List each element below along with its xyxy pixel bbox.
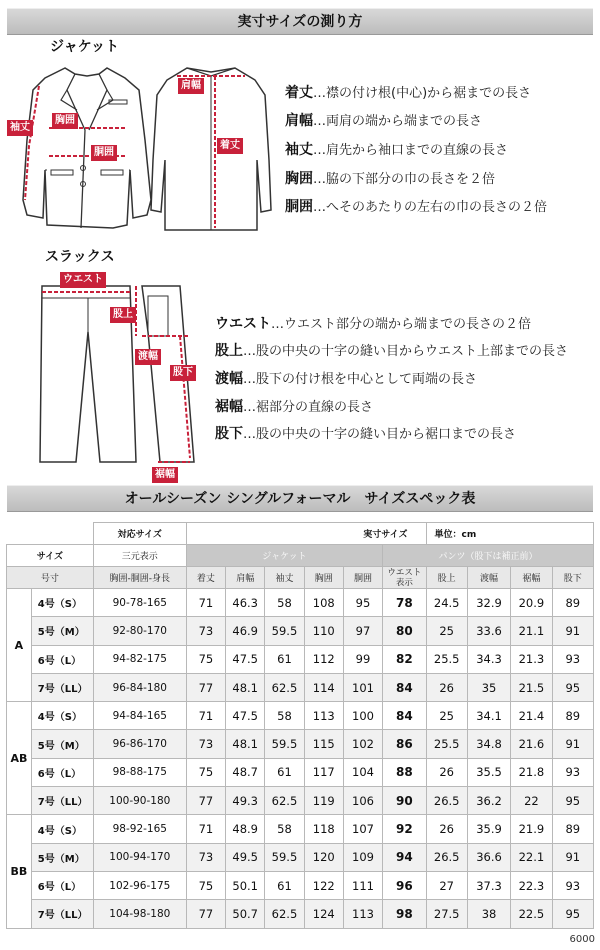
value-cell: 115 <box>304 730 343 758</box>
value-cell: 75 <box>186 645 225 673</box>
value-cell: 59.5 <box>265 843 304 871</box>
value-cell: 48.1 <box>226 673 265 701</box>
value-cell: 71 <box>186 702 225 730</box>
value-cell: 48.9 <box>226 815 265 843</box>
header-bodies: 胸囲-胴囲-身長 <box>93 567 186 589</box>
value-cell: 34.8 <box>467 730 510 758</box>
body-size-cell: 96-84-180 <box>93 673 186 701</box>
value-cell: 88 <box>383 758 426 786</box>
value-cell: 27.5 <box>426 900 467 928</box>
value-cell: 62.5 <box>265 673 304 701</box>
jacket-desc-1: 肩幅…両肩の端から端までの長さ <box>285 113 483 129</box>
value-cell: 25 <box>426 617 467 645</box>
value-cell: 25 <box>426 702 467 730</box>
value-cell: 26 <box>426 673 467 701</box>
value-cell: 114 <box>304 673 343 701</box>
value-cell: 110 <box>304 617 343 645</box>
value-cell: 75 <box>186 758 225 786</box>
value-cell: 21.8 <box>511 758 552 786</box>
slacks-desc-0: ウエスト…ウエスト部分の端から端までの長さの２倍 <box>215 316 532 332</box>
value-cell: 71 <box>186 815 225 843</box>
jacket-desc-0: 着丈…襟の付け根(中心)から裾までの長さ <box>285 85 532 101</box>
value-cell: 119 <box>304 787 343 815</box>
value-cell: 35.9 <box>467 815 510 843</box>
waist-slacks-tag: ウエスト <box>60 272 106 288</box>
value-cell: 120 <box>304 843 343 871</box>
table-row <box>7 702 594 730</box>
table-row <box>7 645 594 673</box>
value-cell: 27 <box>426 871 467 899</box>
value-cell: 26 <box>426 815 467 843</box>
value-cell: 62.5 <box>265 787 304 815</box>
value-cell: 38 <box>467 900 510 928</box>
value-cell: 22.3 <box>511 871 552 899</box>
value-cell: 96 <box>383 871 426 899</box>
value-cell: 50.1 <box>226 871 265 899</box>
value-cell: 90 <box>383 787 426 815</box>
size-cell: 6号（L） <box>31 871 93 899</box>
value-cell: 33.6 <box>467 617 510 645</box>
value-cell: 117 <box>304 758 343 786</box>
value-cell: 21.4 <box>511 702 552 730</box>
body-size-cell: 94-84-165 <box>93 702 186 730</box>
value-cell: 22 <box>511 787 552 815</box>
value-cell: 124 <box>304 900 343 928</box>
value-cell: 107 <box>343 815 382 843</box>
value-cell: 59.5 <box>265 730 304 758</box>
col-header: 裾幅 <box>511 567 552 589</box>
col-header: 肩幅 <box>226 567 265 589</box>
value-cell: 91 <box>552 843 593 871</box>
slacks-desc-4: 股下…股の中央の十字の縫い目から裾口までの長さ <box>215 426 517 442</box>
value-cell: 20.9 <box>511 589 552 617</box>
size-cell: 6号（L） <box>31 758 93 786</box>
value-cell: 58 <box>265 815 304 843</box>
value-cell: 93 <box>552 871 593 899</box>
col-header: ウエスト表示 <box>383 567 426 589</box>
value-cell: 106 <box>343 787 382 815</box>
value-cell: 22.1 <box>511 843 552 871</box>
value-cell: 78 <box>383 589 426 617</box>
value-cell: 104 <box>343 758 382 786</box>
size-cell: 5号（M） <box>31 617 93 645</box>
jacket-desc-4: 胴囲…へそのあたりの左右の巾の長さの２倍 <box>285 199 548 215</box>
value-cell: 61 <box>265 871 304 899</box>
value-cell: 101 <box>343 673 382 701</box>
value-cell: 26.5 <box>426 843 467 871</box>
thigh-tag: 渡幅 <box>135 349 161 365</box>
header-gou: 号寸 <box>7 567 94 589</box>
value-cell: 49.3 <box>226 787 265 815</box>
table-row <box>7 730 594 758</box>
col-header: 袖丈 <box>265 567 304 589</box>
value-cell: 111 <box>343 871 382 899</box>
value-cell: 92 <box>383 815 426 843</box>
table-row <box>7 758 594 786</box>
table-row <box>7 815 594 843</box>
value-cell: 48.1 <box>226 730 265 758</box>
value-cell: 35 <box>467 673 510 701</box>
group-label: A <box>7 589 32 702</box>
value-cell: 93 <box>552 645 593 673</box>
value-cell: 77 <box>186 900 225 928</box>
value-cell: 89 <box>552 702 593 730</box>
value-cell: 118 <box>304 815 343 843</box>
col-header: 着丈 <box>186 567 225 589</box>
body-size-cell: 104-98-180 <box>93 900 186 928</box>
value-cell: 89 <box>552 815 593 843</box>
size-cell: 7号（LL） <box>31 673 93 701</box>
col-header: 股上 <box>426 567 467 589</box>
col-header: 胴囲 <box>343 567 382 589</box>
value-cell: 91 <box>552 730 593 758</box>
value-cell: 73 <box>186 617 225 645</box>
value-cell: 47.5 <box>226 702 265 730</box>
value-cell: 98 <box>383 900 426 928</box>
value-cell: 48.7 <box>226 758 265 786</box>
value-cell: 47.5 <box>226 645 265 673</box>
body-size-cell: 96-86-170 <box>93 730 186 758</box>
value-cell: 49.5 <box>226 843 265 871</box>
body-size-cell: 90-78-165 <box>93 589 186 617</box>
size-cell: 7号（LL） <box>31 900 93 928</box>
value-cell: 91 <box>552 617 593 645</box>
inseam-tag: 股下 <box>170 365 196 381</box>
size-cell: 5号（M） <box>31 843 93 871</box>
table-row <box>7 673 594 701</box>
table-row <box>7 589 594 617</box>
value-cell: 21.5 <box>511 673 552 701</box>
chest-tag: 胸囲 <box>52 113 78 129</box>
col-header: 胸囲 <box>304 567 343 589</box>
sleeve-tag: 袖丈 <box>7 120 33 136</box>
group-label: BB <box>7 815 32 928</box>
value-cell: 95 <box>552 673 593 701</box>
value-cell: 71 <box>186 589 225 617</box>
value-cell: 59.5 <box>265 617 304 645</box>
slacks-desc-3: 裾幅…裾部分の直線の長さ <box>215 399 374 415</box>
value-cell: 95 <box>343 589 382 617</box>
group-label: AB <box>7 702 32 815</box>
value-cell: 122 <box>304 871 343 899</box>
value-cell: 25.5 <box>426 730 467 758</box>
slacks-desc-1: 股上…股の中央の十字の縫い目からウエスト上部までの長さ <box>215 343 569 359</box>
value-cell: 32.9 <box>467 589 510 617</box>
value-cell: 100 <box>343 702 382 730</box>
body-size-cell: 94-82-175 <box>93 645 186 673</box>
value-cell: 21.3 <box>511 645 552 673</box>
value-cell: 93 <box>552 758 593 786</box>
size-cell: 6号（L） <box>31 645 93 673</box>
value-cell: 94 <box>383 843 426 871</box>
value-cell: 61 <box>265 645 304 673</box>
value-cell: 77 <box>186 787 225 815</box>
size-cell: 4号（S） <box>31 815 93 843</box>
value-cell: 112 <box>304 645 343 673</box>
value-cell: 75 <box>186 871 225 899</box>
header-jacket: ジャケット <box>186 545 382 567</box>
body-size-cell: 98-88-175 <box>93 758 186 786</box>
value-cell: 21.1 <box>511 617 552 645</box>
value-cell: 109 <box>343 843 382 871</box>
value-cell: 21.6 <box>511 730 552 758</box>
size-cell: 5号（M） <box>31 730 93 758</box>
header-pants: パンツ（股下は補正前） <box>383 545 594 567</box>
value-cell: 99 <box>343 645 382 673</box>
value-cell: 26 <box>426 758 467 786</box>
value-cell: 73 <box>186 730 225 758</box>
shoulder-tag: 肩幅 <box>178 78 204 94</box>
header-size: サイズ <box>7 545 94 567</box>
value-cell: 62.5 <box>265 900 304 928</box>
value-cell: 58 <box>265 702 304 730</box>
value-cell: 58 <box>265 589 304 617</box>
slacks-illustration <box>30 272 230 472</box>
table-row <box>7 617 594 645</box>
value-cell: 82 <box>383 645 426 673</box>
value-cell: 113 <box>304 702 343 730</box>
body-size-cell: 100-90-180 <box>93 787 186 815</box>
table-row <box>7 900 594 928</box>
jacket-label: ジャケット <box>50 39 120 55</box>
value-cell: 113 <box>343 900 382 928</box>
hem-tag: 裾幅 <box>152 467 178 483</box>
jacket-desc-2: 袖丈…肩先から袖口までの直線の長さ <box>285 142 509 158</box>
value-cell: 46.3 <box>226 589 265 617</box>
value-cell: 89 <box>552 589 593 617</box>
rise-tag: 股上 <box>110 307 136 323</box>
slacks-label: スラックス <box>45 249 115 265</box>
value-cell: 34.1 <box>467 702 510 730</box>
body-size-cell: 98-92-165 <box>93 815 186 843</box>
header-sangen: 三元表示 <box>93 545 186 567</box>
value-cell: 35.5 <box>467 758 510 786</box>
value-cell: 80 <box>383 617 426 645</box>
value-cell: 36.2 <box>467 787 510 815</box>
value-cell: 95 <box>552 900 593 928</box>
section-header-spec: オールシーズン シングルフォーマル サイズスペック表 <box>7 485 593 512</box>
footer-code: 6000 <box>569 934 595 945</box>
value-cell: 24.5 <box>426 589 467 617</box>
value-cell: 73 <box>186 843 225 871</box>
size-cell: 7号（LL） <box>31 787 93 815</box>
waist-tag: 胴囲 <box>91 145 117 161</box>
body-size-cell: 102-96-175 <box>93 871 186 899</box>
value-cell: 102 <box>343 730 382 758</box>
jacket-desc-3: 胸囲…脇の下部分の巾の長さを２倍 <box>285 171 496 187</box>
value-cell: 86 <box>383 730 426 758</box>
value-cell: 26.5 <box>426 787 467 815</box>
value-cell: 36.6 <box>467 843 510 871</box>
length-tag: 着丈 <box>217 138 243 154</box>
header-jissun: 実寸サイズ <box>186 523 426 545</box>
table-row <box>7 787 594 815</box>
section-header-measure: 実寸サイズの測り方 <box>7 8 593 35</box>
value-cell: 37.3 <box>467 871 510 899</box>
value-cell: 84 <box>383 673 426 701</box>
slacks-desc-2: 渡幅…股下の付け根を中心として両端の長さ <box>215 371 478 387</box>
col-header: 股下 <box>552 567 593 589</box>
col-header: 渡幅 <box>467 567 510 589</box>
body-size-cell: 100-94-170 <box>93 843 186 871</box>
value-cell: 77 <box>186 673 225 701</box>
value-cell: 84 <box>383 702 426 730</box>
value-cell: 25.5 <box>426 645 467 673</box>
value-cell: 97 <box>343 617 382 645</box>
value-cell: 22.5 <box>511 900 552 928</box>
table-row <box>7 843 594 871</box>
value-cell: 95 <box>552 787 593 815</box>
table-row <box>7 871 594 899</box>
value-cell: 46.9 <box>226 617 265 645</box>
value-cell: 108 <box>304 589 343 617</box>
size-cell: 4号（S） <box>31 589 93 617</box>
header-taiou: 対応サイズ <box>93 523 186 545</box>
size-cell: 4号（S） <box>31 702 93 730</box>
header-unit: 単位：cm <box>426 523 593 545</box>
body-size-cell: 92-80-170 <box>93 617 186 645</box>
value-cell: 50.7 <box>226 900 265 928</box>
value-cell: 34.3 <box>467 645 510 673</box>
size-spec-table <box>6 522 594 929</box>
value-cell: 21.9 <box>511 815 552 843</box>
value-cell: 61 <box>265 758 304 786</box>
